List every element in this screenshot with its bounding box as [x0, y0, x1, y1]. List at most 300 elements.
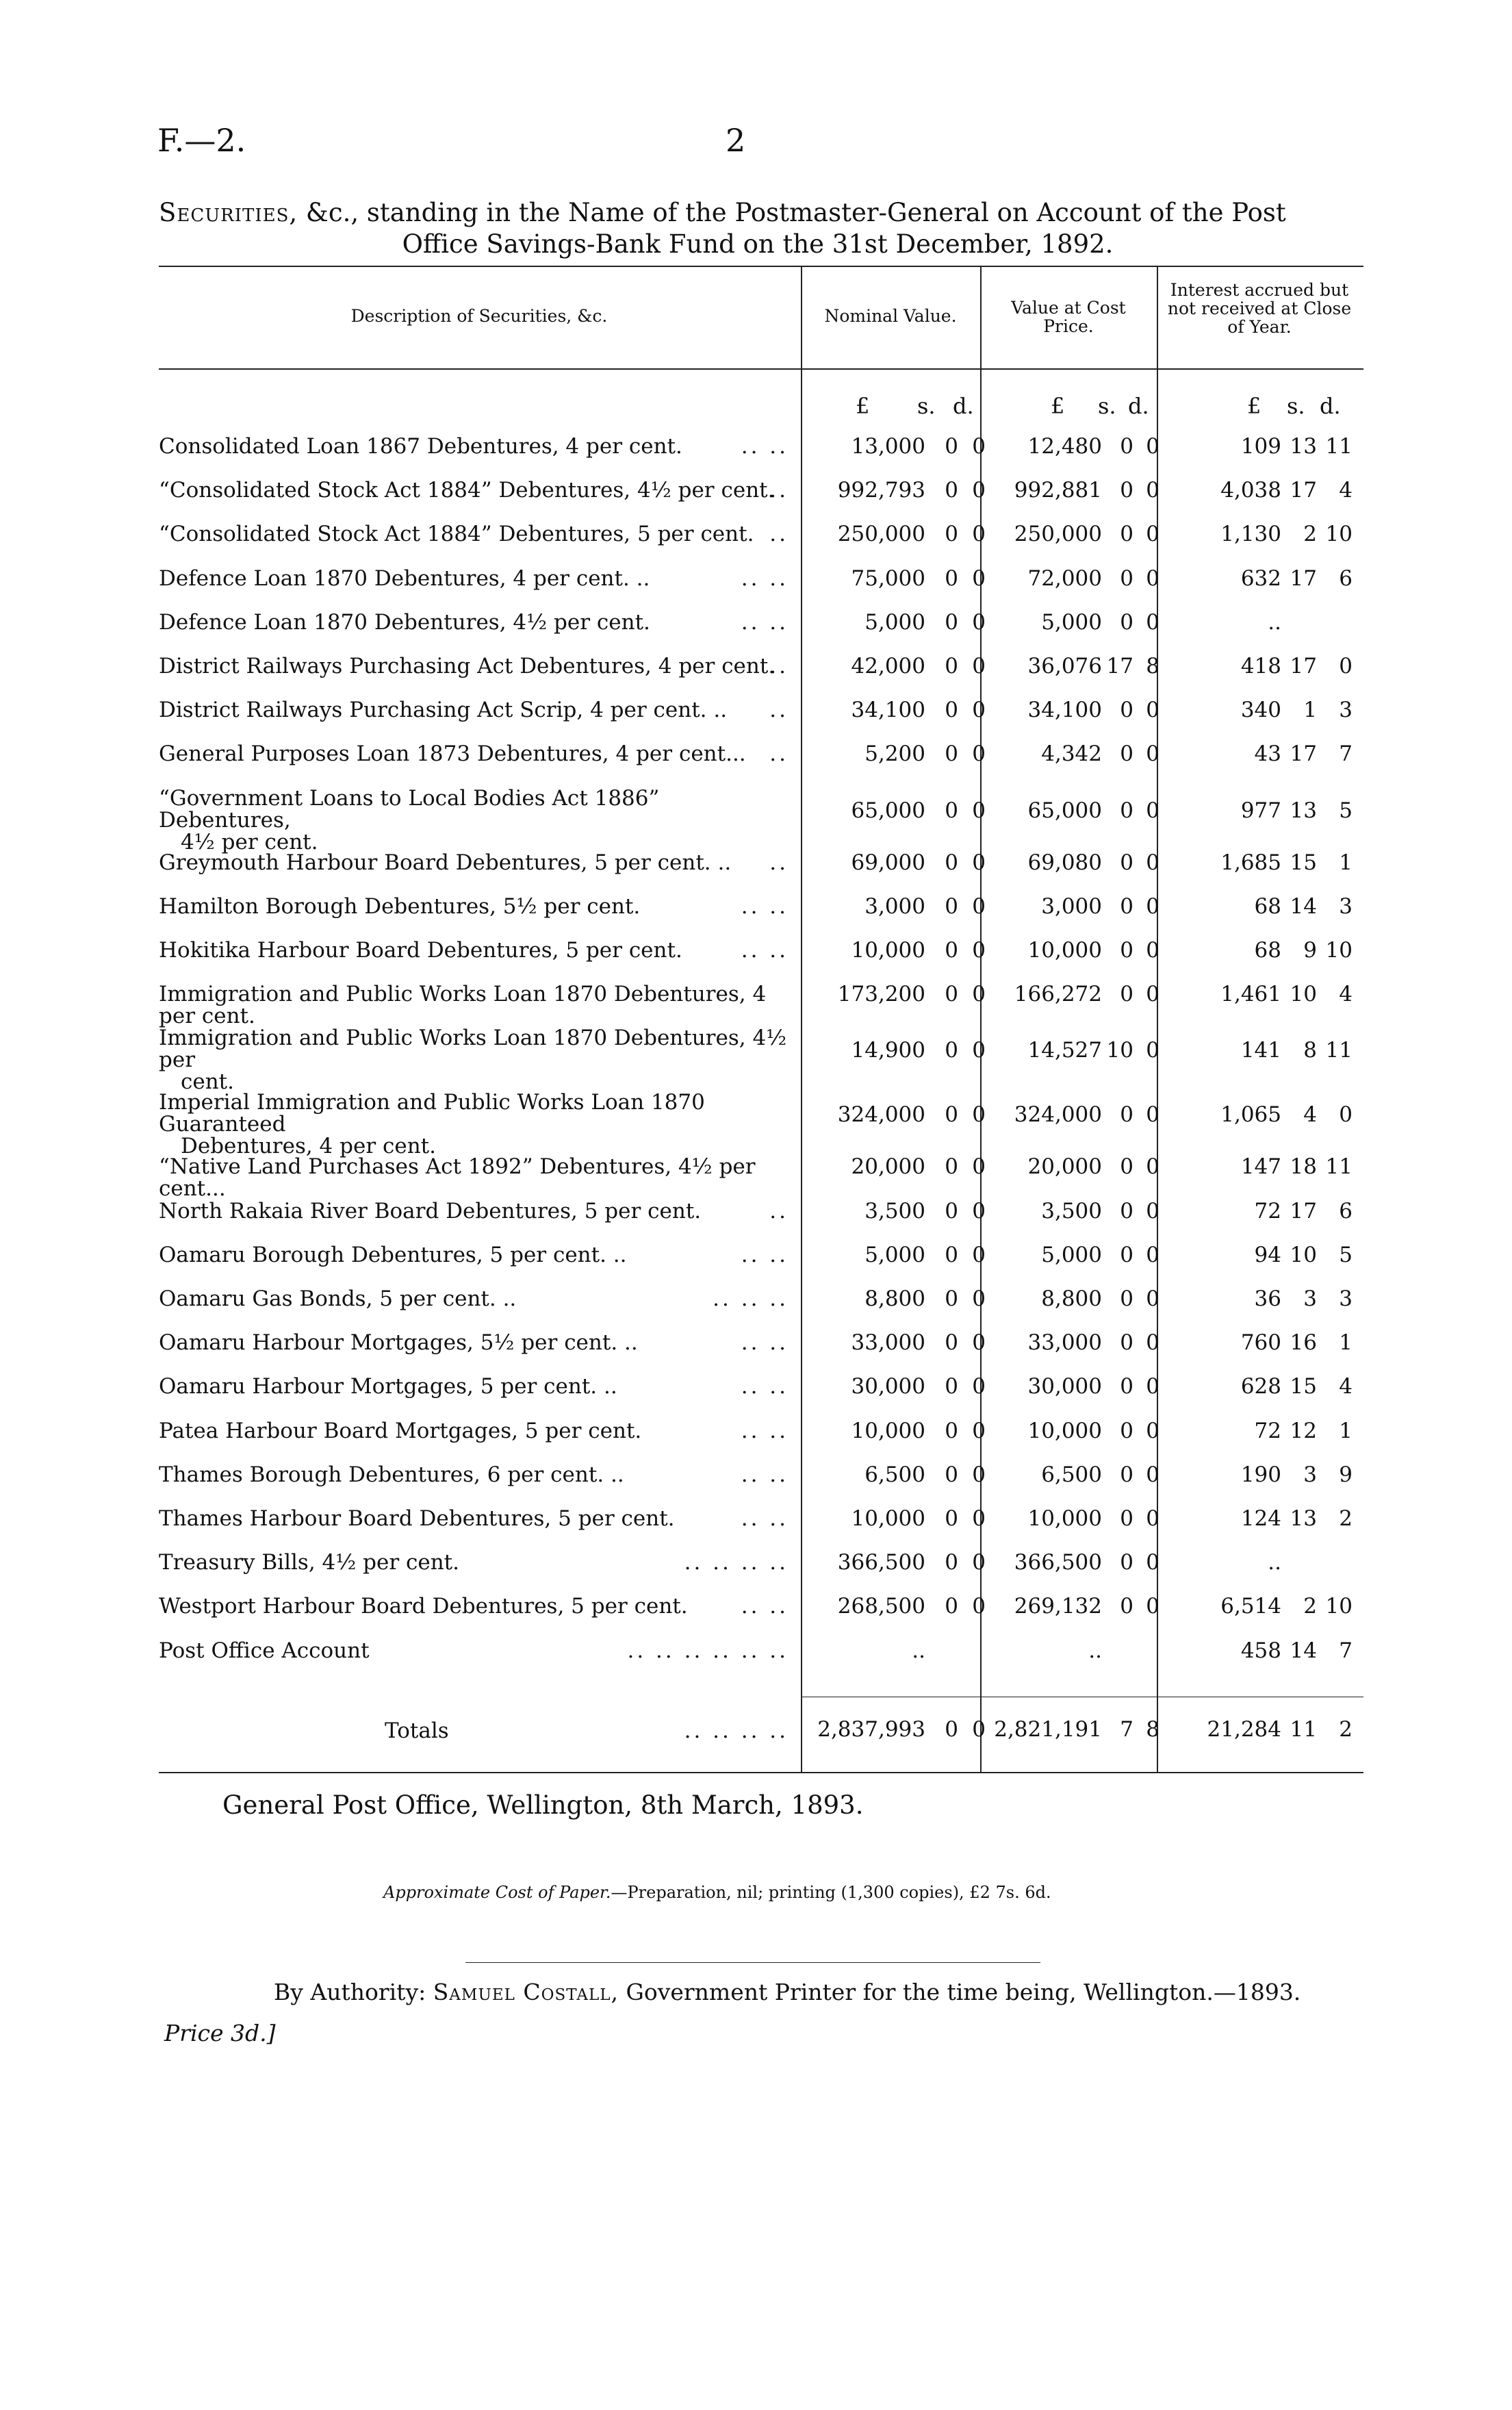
leader-dots: .. .. — [741, 1242, 789, 1267]
table-row — [159, 1551, 1363, 1594]
description-continuation: Debentures, 4 per cent. — [181, 1134, 436, 1159]
totals-label: Totals — [385, 1718, 449, 1743]
description-text: District Railways Purchasing Act Debentures, 4 per cent. — [159, 654, 776, 678]
nominal-shillings: 0 — [945, 1242, 958, 1267]
totals-nominal-shillings: 0 — [945, 1717, 958, 1742]
nominal-pounds: 268,500 — [837, 1594, 925, 1619]
interest-pounds: 141 — [1240, 1038, 1281, 1063]
cost-shillings: 0 — [1120, 1594, 1133, 1619]
table-row — [159, 1090, 1363, 1159]
nominal-pounds: 366,500 — [837, 1550, 925, 1575]
interest-shillings: 14 — [1290, 1638, 1317, 1663]
nominal-shillings: 0 — [945, 982, 958, 1007]
cost-pence: 0 — [1146, 1550, 1159, 1575]
cost-pence: 0 — [1146, 1330, 1159, 1356]
totals-leader-dots: .. .. .. .. — [684, 1718, 789, 1743]
page-header — [157, 122, 1376, 170]
security-description — [159, 983, 789, 1027]
totals-interest-pence: 2 — [1339, 1717, 1353, 1742]
cost-pence: 0 — [1146, 741, 1159, 767]
interest-pence: 9 — [1339, 1462, 1353, 1487]
nominal-pence: 0 — [972, 850, 986, 875]
interest-pounds: 6,514 — [1220, 1594, 1281, 1619]
cost-pounds: 30,000 — [1027, 1374, 1102, 1399]
interest-shillings: 9 — [1303, 938, 1317, 963]
leader-dots: .. .. — [741, 1418, 789, 1443]
nominal-pounds: 3,000 — [864, 893, 925, 919]
interest-shillings: 3 — [1303, 1286, 1317, 1311]
security-description — [159, 1595, 789, 1617]
table-header-rule — [159, 368, 1363, 370]
cost-pounds: 3,500 — [1041, 1198, 1102, 1223]
cost-shillings: 0 — [1120, 698, 1133, 723]
interest-pence: 11 — [1325, 1154, 1353, 1180]
table-row — [159, 1595, 1363, 1638]
interest-shillings: 14 — [1290, 893, 1317, 919]
table-row — [159, 523, 1363, 566]
cost-pounds: 20,000 — [1027, 1154, 1102, 1180]
nominal-shillings: 0 — [945, 1198, 958, 1223]
nominal-pounds: 69,000 — [851, 850, 925, 875]
interest-pounds: 760 — [1240, 1330, 1281, 1356]
interest-shillings: 3 — [1303, 1462, 1317, 1487]
leader-dots: .. .. — [741, 1462, 789, 1487]
table-row — [159, 1026, 1363, 1095]
interest-shillings: 15 — [1290, 850, 1317, 875]
interest-pounds: 1,685 — [1220, 850, 1281, 875]
description-text: Imperial Immigration and Public Works Loan 1870 Guaranteed — [159, 1090, 705, 1137]
table-row — [159, 1288, 1363, 1330]
cost-shillings: 0 — [1120, 893, 1133, 919]
leader-dots: .. — [769, 1198, 789, 1223]
leader-dots: .. .. .. — [713, 1286, 789, 1311]
interest-pence: 2 — [1339, 1506, 1353, 1531]
cost-pounds: 992,881 — [1014, 478, 1102, 503]
table-row — [159, 1420, 1363, 1462]
leader-dots: .. .. .. .. — [684, 1550, 789, 1575]
nominal-pence: 0 — [972, 893, 986, 919]
cost-pence: 0 — [1146, 893, 1159, 919]
leader-dots: .. .. — [741, 893, 789, 919]
table-row — [159, 852, 1363, 894]
security-description — [159, 1091, 789, 1157]
nominal-pence: 0 — [972, 1550, 986, 1575]
nominal-shillings: 0 — [945, 1330, 958, 1356]
nominal-pounds: 20,000 — [851, 1154, 925, 1180]
leader-dots: .. .. — [741, 609, 789, 635]
leader-dots: .. — [769, 698, 789, 723]
cost-shillings: 0 — [1120, 1102, 1133, 1128]
interest-pence: 1 — [1339, 850, 1353, 875]
security-description — [159, 1027, 789, 1093]
description-text: District Railways Purchasing Act Scrip, 4 per cent. .. — [159, 698, 728, 723]
interest-pence: 4 — [1339, 478, 1353, 503]
cost-pence: 0 — [1146, 1418, 1159, 1443]
interest-shillings: 13 — [1290, 434, 1317, 459]
printer-authority — [274, 1979, 1300, 2005]
nominal-pence: 0 — [972, 1594, 986, 1619]
nominal-pence: 0 — [972, 566, 986, 591]
nominal-pence: 0 — [972, 1102, 986, 1128]
interest-pounds: 340 — [1240, 698, 1281, 723]
table-row — [159, 699, 1363, 741]
description-continuation: cent. — [181, 1069, 234, 1095]
cost-pence: 0 — [1146, 938, 1159, 963]
cost-of-paper-note — [383, 1883, 1051, 1902]
nominal-shillings: 0 — [945, 566, 958, 591]
interest-pence: 5 — [1339, 1242, 1353, 1267]
interest-shillings: 1 — [1303, 698, 1317, 723]
interest-pence: 10 — [1325, 522, 1353, 547]
interest-pence: 3 — [1339, 698, 1353, 723]
authority-prefix: By Authority: — [274, 1979, 426, 2005]
description-text: Post Office Account — [159, 1638, 370, 1663]
description-text: Oamaru Borough Debentures, 5 per cent. .. — [159, 1242, 627, 1267]
cost-shillings: 0 — [1120, 850, 1133, 875]
leader-dots: .. .. — [741, 938, 789, 963]
description-text: “Native Land Purchases Act 1892” Debentures, 4½ per cent... — [159, 1154, 756, 1202]
description-text: Westport Harbour Board Debentures, 5 per cent. — [159, 1594, 688, 1619]
table-bottom-rule — [159, 1772, 1363, 1773]
printer-name: Samuel Costall, — [433, 1979, 619, 2005]
nominal-pounds: 324,000 — [837, 1102, 925, 1128]
title-lead: Securities, — [159, 198, 298, 227]
cost-pounds: 269,132 — [1014, 1594, 1102, 1619]
interest-pounds: 147 — [1240, 1154, 1281, 1180]
nominal-shillings: 0 — [945, 434, 958, 459]
table-row — [159, 1154, 1363, 1202]
interest-pence: 11 — [1325, 1038, 1353, 1063]
description-text: General Purposes Loan 1873 Debentures, 4 per cent... — [159, 741, 746, 767]
table-row — [159, 785, 1363, 854]
cost-pence: 0 — [1146, 609, 1159, 635]
cost-pounds: 34,100 — [1027, 698, 1102, 723]
cost-pence: 0 — [1146, 1462, 1159, 1487]
cost-shillings: 0 — [1120, 1418, 1133, 1443]
column-header-nominal: Nominal Value. — [824, 306, 957, 326]
nominal-pounds: 33,000 — [851, 1330, 925, 1356]
interest-pence: 5 — [1339, 798, 1353, 823]
nominal-pounds: .. — [912, 1638, 925, 1663]
interest-shillings: 10 — [1290, 1242, 1317, 1267]
cost-pence: 0 — [1146, 1038, 1159, 1063]
table-row — [159, 611, 1363, 654]
nominal-pounds: 5,200 — [864, 741, 925, 767]
cost-shillings: 0 — [1120, 1330, 1133, 1356]
cost-note-label: Approximate Cost of Paper. — [383, 1883, 611, 1902]
cost-pounds: 250,000 — [1014, 522, 1102, 547]
nominal-pence: 0 — [972, 434, 986, 459]
description-text: Oamaru Harbour Mortgages, 5½ per cent. .. — [159, 1330, 638, 1356]
nominal-shillings: 0 — [945, 893, 958, 919]
unit-shillings: s. — [1287, 393, 1305, 419]
cost-pence: 0 — [1146, 798, 1159, 823]
table-top-rule — [159, 266, 1363, 267]
description-text: North Rakaia River Board Debentures, 5 per cent. — [159, 1198, 702, 1223]
cost-pence: 0 — [1146, 982, 1159, 1007]
nominal-pounds: 75,000 — [851, 566, 925, 591]
nominal-pounds: 8,800 — [864, 1286, 925, 1311]
nominal-shillings: 0 — [945, 1550, 958, 1575]
cost-shillings: 0 — [1120, 1506, 1133, 1531]
cost-pounds: 36,076 — [1027, 654, 1102, 678]
description-text: Hokitika Harbour Board Debentures, 5 per cent. — [159, 938, 682, 963]
cost-pounds: 33,000 — [1027, 1330, 1102, 1356]
totals-cost-pounds: 2,821,191 — [994, 1717, 1102, 1742]
interest-pounds: 124 — [1240, 1506, 1281, 1531]
nominal-pence: 0 — [972, 1198, 986, 1223]
security-description — [159, 852, 789, 874]
interest-pounds: 36 — [1254, 1286, 1281, 1311]
table-row — [159, 982, 1363, 1029]
interest-shillings: 17 — [1290, 1198, 1317, 1223]
table-row — [159, 743, 1363, 785]
security-description — [159, 743, 789, 765]
nominal-shillings: 0 — [945, 609, 958, 635]
security-description — [159, 611, 789, 633]
cost-pounds: 14,527 — [1027, 1038, 1102, 1063]
totals-cost-pence: 8 — [1146, 1717, 1159, 1742]
cost-pounds: 8,800 — [1041, 1286, 1102, 1311]
cost-shillings: 0 — [1120, 522, 1133, 547]
page-number: 2 — [726, 122, 746, 159]
description-text: “Government Loans to Local Bodies Act 1886” Debentures, — [159, 785, 660, 833]
totals-interest-shillings: 11 — [1290, 1717, 1317, 1742]
interest-pence: 6 — [1339, 566, 1353, 591]
interest-pounds: 72 — [1254, 1418, 1281, 1443]
leader-dots: .. — [769, 741, 789, 767]
interest-pounds: 1,130 — [1220, 522, 1281, 547]
leader-dots: .. — [769, 478, 789, 503]
interest-pounds: 94 — [1254, 1242, 1281, 1267]
nominal-pounds: 30,000 — [851, 1374, 925, 1399]
nominal-shillings: 0 — [945, 798, 958, 823]
security-description — [159, 1508, 789, 1530]
nominal-pounds: 13,000 — [851, 434, 925, 459]
totals-row — [159, 1718, 1363, 1761]
interest-shillings: 18 — [1290, 1154, 1317, 1180]
interest-shillings: 17 — [1290, 654, 1317, 678]
cost-shillings: 0 — [1120, 1374, 1133, 1399]
nominal-shillings: 0 — [945, 1374, 958, 1399]
security-description — [159, 699, 789, 721]
nominal-pounds: 5,000 — [864, 609, 925, 635]
nominal-pence: 0 — [972, 741, 986, 767]
cost-pounds: 5,000 — [1041, 609, 1102, 635]
table-row — [159, 568, 1363, 610]
cost-shillings: 0 — [1120, 434, 1133, 459]
nominal-pounds: 3,500 — [864, 1198, 925, 1223]
nominal-shillings: 0 — [945, 1506, 958, 1531]
unit-pounds: £ — [1051, 393, 1065, 419]
cost-shillings: 10 — [1106, 1038, 1133, 1063]
column-header-cost: Value at Cost Price. — [1011, 298, 1126, 336]
cost-pounds: 10,000 — [1027, 1506, 1102, 1531]
interest-pounds: 628 — [1240, 1374, 1281, 1399]
interest-shillings: 17 — [1290, 478, 1317, 503]
nominal-pounds: 34,100 — [851, 698, 925, 723]
interest-pence: 3 — [1339, 893, 1353, 919]
interest-pence: 1 — [1339, 1330, 1353, 1356]
interest-pence: 0 — [1339, 654, 1353, 678]
unit-pounds: £ — [856, 393, 870, 419]
table-row — [159, 1332, 1363, 1374]
security-description — [159, 1375, 789, 1397]
interest-pounds: 1,065 — [1220, 1102, 1281, 1128]
interest-pounds: 68 — [1254, 938, 1281, 963]
nominal-shillings: 0 — [945, 522, 958, 547]
interest-pounds: 458 — [1240, 1638, 1281, 1663]
interest-shillings: 12 — [1290, 1418, 1317, 1443]
cost-pounds: 366,500 — [1014, 1550, 1102, 1575]
interest-pence: 6 — [1339, 1198, 1353, 1223]
security-description — [159, 479, 789, 501]
interest-pence: 11 — [1325, 434, 1353, 459]
nominal-pence: 0 — [972, 654, 986, 678]
cost-pence: 0 — [1146, 850, 1159, 875]
leader-dots: .. .. .. .. .. .. — [627, 1638, 789, 1663]
interest-pounds: 418 — [1240, 654, 1281, 678]
cost-pounds: 3,000 — [1041, 893, 1102, 919]
cost-pence: 0 — [1146, 1286, 1159, 1311]
cost-pence: 0 — [1146, 1374, 1159, 1399]
nominal-shillings: 0 — [945, 1594, 958, 1619]
interest-pounds: 68 — [1254, 893, 1281, 919]
nominal-shillings: 0 — [945, 1102, 958, 1128]
nominal-pounds: 992,793 — [837, 478, 925, 503]
column-header-description: Description of Securities, &c. — [350, 306, 608, 326]
cost-pence: 0 — [1146, 434, 1159, 459]
nominal-pence: 0 — [972, 982, 986, 1007]
nominal-shillings: 0 — [945, 1286, 958, 1311]
security-description — [159, 523, 789, 545]
interest-pounds: 43 — [1254, 741, 1281, 767]
nominal-shillings: 0 — [945, 1038, 958, 1063]
interest-pounds: .. — [1268, 609, 1281, 635]
cost-pounds: 10,000 — [1027, 1418, 1102, 1443]
nominal-pounds: 10,000 — [851, 1418, 925, 1443]
interest-pence: 3 — [1339, 1286, 1353, 1311]
nominal-pence: 0 — [972, 1374, 986, 1399]
table-row — [159, 1508, 1363, 1550]
interest-shillings: 13 — [1290, 798, 1317, 823]
cost-pence: 0 — [1146, 478, 1159, 503]
security-description — [159, 568, 789, 589]
interest-pence: 7 — [1339, 1638, 1353, 1663]
interest-pence: 10 — [1325, 938, 1353, 963]
leader-dots: .. .. — [741, 1374, 789, 1399]
table-row — [159, 655, 1363, 698]
cost-shillings: 0 — [1120, 982, 1133, 1007]
interest-pounds: 4,038 — [1220, 478, 1281, 503]
description-text: “Consolidated Stock Act 1884” Debentures, 5 per cent. — [159, 522, 754, 547]
security-description — [159, 1464, 789, 1486]
description-continuation: 4½ per cent. — [181, 829, 318, 854]
interest-shillings: 16 — [1290, 1330, 1317, 1356]
cost-pounds: 166,272 — [1014, 982, 1102, 1007]
totals-cost-shillings: 7 — [1120, 1717, 1133, 1742]
nominal-shillings: 0 — [945, 850, 958, 875]
cost-pounds: 324,000 — [1014, 1102, 1102, 1128]
nominal-pence: 0 — [972, 1242, 986, 1267]
table-row — [159, 1464, 1363, 1506]
leader-dots: .. .. — [741, 1594, 789, 1619]
leader-dots: .. .. — [741, 566, 789, 591]
leader-dots: .. .. — [741, 1506, 789, 1531]
cost-shillings: 0 — [1120, 1242, 1133, 1267]
description-text: Thames Harbour Board Debentures, 5 per cent. — [159, 1506, 675, 1531]
nominal-pence: 0 — [972, 1286, 986, 1311]
nominal-pounds: 6,500 — [864, 1462, 925, 1487]
nominal-pence: 0 — [972, 522, 986, 547]
leader-dots: .. — [769, 654, 789, 678]
cost-pounds: 12,480 — [1027, 434, 1102, 459]
description-text: Oamaru Harbour Mortgages, 5 per cent. .. — [159, 1374, 617, 1399]
description-text: Immigration and Public Works Loan 1870 Debentures, 4 per cent. — [159, 982, 767, 1029]
table-row — [159, 1640, 1363, 1682]
leader-dots: .. — [769, 850, 789, 875]
nominal-pence: 0 — [972, 609, 986, 635]
interest-pounds: 632 — [1240, 566, 1281, 591]
authority-rule — [465, 1962, 1040, 1963]
leader-dots: .. .. — [741, 1330, 789, 1356]
security-description — [159, 1288, 789, 1310]
security-description — [159, 939, 789, 961]
cost-pence: 0 — [1146, 1154, 1159, 1180]
unit-shillings: s. — [917, 393, 936, 419]
cost-pence: 0 — [1146, 1198, 1159, 1223]
nominal-shillings: 0 — [945, 938, 958, 963]
unit-pounds: £ — [1247, 393, 1261, 419]
cost-pounds: 69,080 — [1027, 850, 1102, 875]
interest-shillings: 13 — [1290, 1506, 1317, 1531]
nominal-pence: 0 — [972, 938, 986, 963]
unit-shillings: s. — [1098, 393, 1116, 419]
interest-shillings: 2 — [1303, 522, 1317, 547]
cost-shillings: 0 — [1120, 741, 1133, 767]
cost-pence: 0 — [1146, 566, 1159, 591]
cost-shillings: 0 — [1120, 1198, 1133, 1223]
interest-pence: 0 — [1339, 1102, 1353, 1128]
interest-shillings: 8 — [1303, 1038, 1317, 1063]
security-description — [159, 1244, 789, 1266]
cost-shillings: 0 — [1120, 1550, 1133, 1575]
nominal-pence: 0 — [972, 1038, 986, 1063]
cost-pence: 0 — [1146, 1506, 1159, 1531]
nominal-pounds: 250,000 — [837, 522, 925, 547]
security-description — [159, 1420, 789, 1442]
nominal-pence: 0 — [972, 798, 986, 823]
nominal-pounds: 14,900 — [851, 1038, 925, 1063]
interest-shillings: 4 — [1303, 1102, 1317, 1128]
nominal-shillings: 0 — [945, 1154, 958, 1180]
cost-shillings: 0 — [1120, 938, 1133, 963]
table-row — [159, 893, 1363, 938]
nominal-pence: 0 — [972, 1462, 986, 1487]
interest-pence: 1 — [1339, 1418, 1353, 1443]
interest-pounds: .. — [1268, 1550, 1281, 1575]
cost-pence: 8 — [1146, 654, 1159, 678]
nominal-pounds: 173,200 — [837, 982, 925, 1007]
table-row — [159, 1244, 1363, 1286]
cost-pounds: 4,342 — [1041, 741, 1102, 767]
description-text: Immigration and Public Works Loan 1870 Debentures, 4½ per — [159, 1026, 787, 1073]
cost-shillings: 0 — [1120, 609, 1133, 635]
security-description — [159, 1551, 789, 1573]
security-description — [159, 787, 789, 853]
price-note: Price 3d.] — [164, 2020, 276, 2046]
cost-pence: 0 — [1146, 1594, 1159, 1619]
